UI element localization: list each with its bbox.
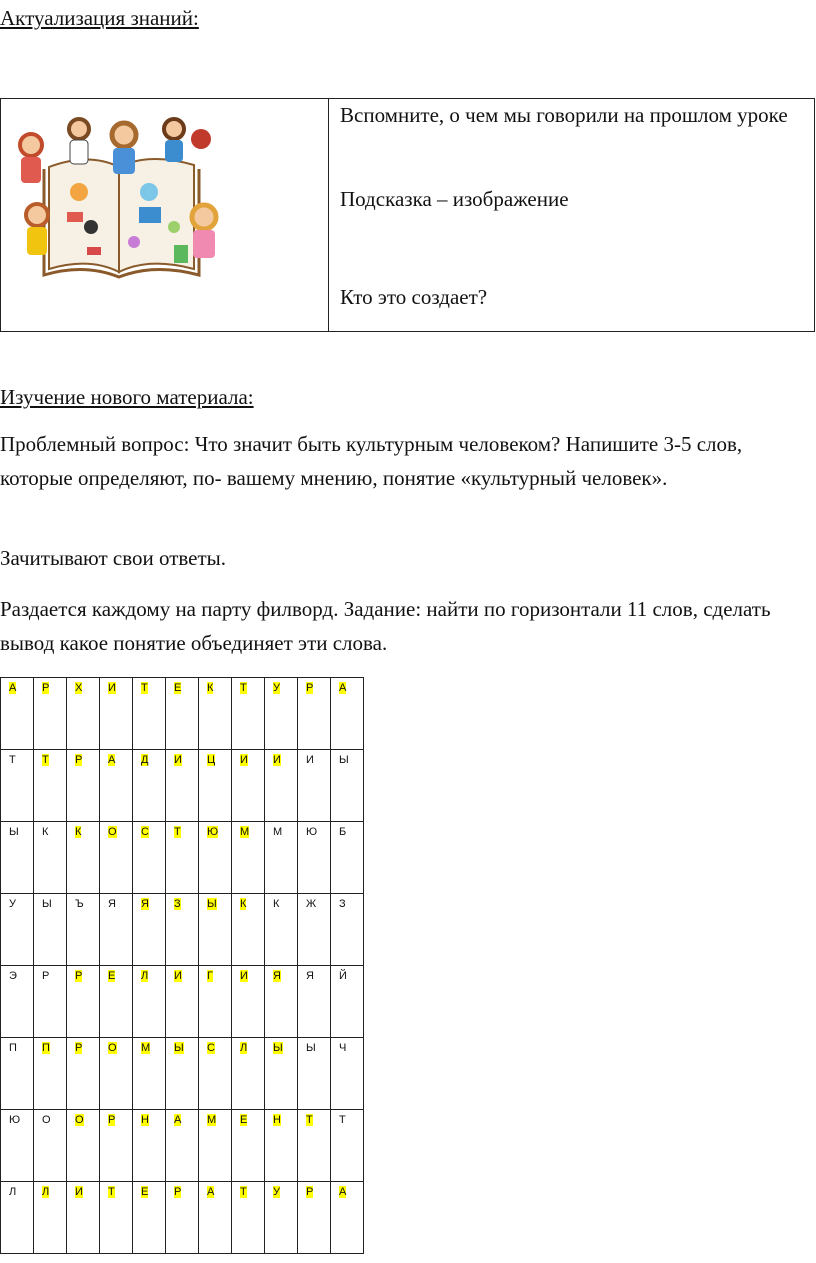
highlighted-letter: С: [141, 826, 149, 838]
grid-cell: [100, 1110, 133, 1182]
grid-cell: [1, 678, 34, 750]
grid-letter: Я: [306, 970, 314, 982]
highlighted-letter: И: [273, 754, 281, 766]
highlighted-letter: Р: [174, 1186, 182, 1198]
table-divider: [328, 99, 329, 331]
grid-row: [1, 750, 364, 822]
grid-letter: Т: [339, 1114, 346, 1126]
grid-letter: Ы: [339, 754, 349, 766]
highlighted-letter: Т: [174, 826, 181, 838]
grid-cell: [67, 1038, 100, 1110]
highlighted-letter: Т: [240, 1186, 247, 1198]
highlighted-letter: Л: [240, 1042, 248, 1054]
highlighted-letter: Л: [141, 970, 149, 982]
highlighted-letter: А: [207, 1186, 215, 1198]
grid-letter: М: [273, 826, 283, 838]
grid-row: [1, 678, 364, 750]
highlighted-letter: Ю: [207, 826, 219, 838]
grid-cell: [100, 1038, 133, 1110]
grid-letter: Ю: [9, 1114, 21, 1126]
grid-cell: [1, 966, 34, 1038]
grid-cell: [67, 678, 100, 750]
grid-cell: [298, 1110, 331, 1182]
highlighted-letter: А: [339, 1186, 347, 1198]
highlighted-letter: Ц: [207, 754, 216, 766]
highlighted-letter: О: [75, 1114, 84, 1126]
grid-cell: [1, 1110, 34, 1182]
grid-cell: [100, 894, 133, 966]
highlighted-letter: И: [174, 754, 182, 766]
children-book-illustration: [9, 107, 229, 287]
grid-cell: [100, 966, 133, 1038]
highlighted-letter: Ы: [174, 1042, 184, 1054]
highlighted-letter: П: [42, 1042, 50, 1054]
grid-cell: [133, 1182, 166, 1254]
grid-cell: [166, 750, 199, 822]
hint-text: Подсказка – изображение: [340, 187, 569, 211]
grid-letter: Б: [339, 826, 347, 838]
grid-letter: Ж: [306, 898, 317, 910]
grid-cell: [34, 1110, 67, 1182]
highlighted-letter: А: [339, 682, 347, 694]
grid-cell: [34, 1182, 67, 1254]
highlighted-letter: К: [207, 682, 214, 694]
grid-cell: [166, 966, 199, 1038]
highlighted-letter: К: [240, 898, 247, 910]
grid-cell: [265, 822, 298, 894]
grid-cell: [331, 822, 364, 894]
grid-letter: П: [9, 1042, 17, 1054]
highlighted-letter: И: [75, 1186, 83, 1198]
grid-letter: Э: [9, 970, 17, 982]
grid-letter: Ч: [339, 1042, 347, 1054]
grid-cell: [232, 750, 265, 822]
grid-cell: [133, 894, 166, 966]
highlighted-letter: Е: [240, 1114, 248, 1126]
grid-row: [1, 1038, 364, 1110]
grid-letter: З: [339, 898, 346, 910]
highlighted-letter: Т: [240, 682, 247, 694]
grid-letter: Ы: [9, 826, 19, 838]
highlighted-letter: З: [174, 898, 181, 910]
grid-cell: [166, 678, 199, 750]
grid-cell: [34, 966, 67, 1038]
grid-letter: К: [42, 826, 49, 838]
grid-letter: Л: [9, 1186, 17, 1198]
grid-cell: [166, 1110, 199, 1182]
grid-letter: О: [42, 1114, 51, 1126]
intro-table: [0, 98, 815, 332]
highlighted-letter: Н: [273, 1114, 281, 1126]
grid-cell: [265, 1182, 298, 1254]
highlighted-letter: И: [240, 970, 248, 982]
highlighted-letter: Н: [141, 1114, 149, 1126]
grid-letter: У: [9, 898, 16, 910]
grid-cell: [1, 750, 34, 822]
grid-cell: [67, 750, 100, 822]
grid-cell: [133, 678, 166, 750]
grid-cell: [232, 966, 265, 1038]
grid-cell: [232, 894, 265, 966]
grid-letter: Ы: [42, 898, 52, 910]
highlighted-letter: Д: [141, 754, 149, 766]
grid-cell: [298, 966, 331, 1038]
highlighted-letter: Т: [42, 754, 49, 766]
grid-cell: [1, 894, 34, 966]
grid-row: [1, 966, 364, 1038]
highlighted-letter: Х: [75, 682, 83, 694]
grid-cell: [1, 1038, 34, 1110]
grid-cell: [1, 822, 34, 894]
grid-cell: [232, 1110, 265, 1182]
grid-letter: Т: [9, 754, 16, 766]
highlighted-letter: Т: [108, 1186, 115, 1198]
grid-cell: [298, 894, 331, 966]
grid-row: [1, 894, 364, 966]
highlighted-letter: Т: [141, 682, 148, 694]
grid-cell: [34, 822, 67, 894]
highlighted-letter: Р: [42, 682, 50, 694]
grid-cell: [199, 894, 232, 966]
grid-cell: [100, 678, 133, 750]
grid-row: [1, 822, 364, 894]
highlighted-letter: Р: [306, 682, 314, 694]
grid-cell: [1, 1182, 34, 1254]
grid-cell: [199, 822, 232, 894]
grid-cell: [133, 966, 166, 1038]
highlighted-letter: Ы: [207, 898, 217, 910]
grid-letter: К: [273, 898, 280, 910]
grid-cell: [331, 1110, 364, 1182]
recall-prompt: Вспомните, о чем мы говорили на прошлом уроке: [340, 103, 788, 127]
grid-cell: [232, 822, 265, 894]
grid-letter: Й: [339, 970, 347, 982]
grid-cell: [100, 1182, 133, 1254]
grid-cell: [331, 894, 364, 966]
grid-cell: [34, 678, 67, 750]
highlighted-letter: Е: [141, 1186, 149, 1198]
grid-cell: [265, 1038, 298, 1110]
grid-letter: Р: [42, 970, 50, 982]
highlighted-letter: Я: [141, 898, 149, 910]
grid-cell: [34, 750, 67, 822]
highlighted-letter: Т: [306, 1114, 313, 1126]
grid-row: [1, 1182, 364, 1254]
grid-cell: [199, 1038, 232, 1110]
highlighted-letter: Е: [108, 970, 116, 982]
grid-cell: [100, 750, 133, 822]
grid-cell: [232, 1038, 265, 1110]
highlighted-letter: Р: [75, 754, 83, 766]
grid-cell: [166, 894, 199, 966]
grid-letter: Ъ: [75, 898, 84, 910]
grid-letter: И: [306, 754, 314, 766]
highlighted-letter: А: [174, 1114, 182, 1126]
grid-cell: [166, 822, 199, 894]
grid-cell: [331, 678, 364, 750]
grid-cell: [166, 1038, 199, 1110]
highlighted-letter: М: [207, 1114, 217, 1126]
grid-cell: [232, 678, 265, 750]
grid-cell: [298, 1182, 331, 1254]
grid-cell: [298, 678, 331, 750]
highlighted-letter: И: [174, 970, 182, 982]
highlighted-letter: Я: [273, 970, 281, 982]
highlighted-letter: А: [9, 682, 17, 694]
grid-letter: Ы: [306, 1042, 316, 1054]
grid-cell: [265, 894, 298, 966]
highlighted-letter: Е: [174, 682, 182, 694]
highlighted-letter: Р: [306, 1186, 314, 1198]
highlighted-letter: Р: [75, 970, 83, 982]
grid-row: [1, 1110, 364, 1182]
problem-question: Проблемный вопрос: Что значит быть культурным человеком? Напишите 3-5 слов, которые определяют, по- вашему мнению, понятие «культурный человек».: [0, 432, 743, 490]
grid-cell: [67, 1182, 100, 1254]
grid-letter: Я: [108, 898, 116, 910]
grid-cell: [265, 678, 298, 750]
grid-cell: [331, 1182, 364, 1254]
highlighted-letter: О: [108, 826, 117, 838]
read-answers-text: Зачитывают свои ответы.: [0, 546, 227, 570]
grid-cell: [67, 822, 100, 894]
grid-cell: [232, 1182, 265, 1254]
task-text: Раздается каждому на парту филворд. Задание: найти по горизонтали 11 слов, сделать вывод какое понятие объединяет эти слова.: [0, 597, 771, 655]
grid-cell: [199, 966, 232, 1038]
grid-cell: [199, 750, 232, 822]
grid-cell: [100, 822, 133, 894]
highlighted-letter: М: [240, 826, 250, 838]
grid-cell: [199, 678, 232, 750]
highlighted-letter: А: [108, 754, 116, 766]
highlighted-letter: Ы: [273, 1042, 283, 1054]
creator-question: Кто это создает?: [340, 285, 488, 309]
highlighted-letter: О: [108, 1042, 117, 1054]
grid-cell: [331, 750, 364, 822]
grid-cell: [265, 1110, 298, 1182]
highlighted-letter: У: [273, 1186, 280, 1198]
grid-cell: [67, 894, 100, 966]
grid-cell: [67, 1110, 100, 1182]
highlighted-letter: Р: [75, 1042, 83, 1054]
highlighted-letter: У: [273, 682, 280, 694]
grid-cell: [331, 1038, 364, 1110]
highlighted-letter: И: [240, 754, 248, 766]
grid-cell: [199, 1182, 232, 1254]
grid-cell: [331, 966, 364, 1038]
highlighted-letter: С: [207, 1042, 215, 1054]
highlighted-letter: М: [141, 1042, 151, 1054]
grid-cell: [34, 1038, 67, 1110]
grid-cell: [166, 1182, 199, 1254]
highlighted-letter: Л: [42, 1186, 50, 1198]
grid-cell: [133, 750, 166, 822]
fillword-grid: [0, 677, 364, 1254]
highlighted-letter: Г: [207, 970, 213, 982]
grid-cell: [67, 966, 100, 1038]
grid-cell: [133, 1110, 166, 1182]
grid-cell: [133, 822, 166, 894]
grid-cell: [298, 750, 331, 822]
grid-cell: [265, 966, 298, 1038]
grid-cell: [133, 1038, 166, 1110]
grid-cell: [298, 822, 331, 894]
highlighted-letter: К: [75, 826, 82, 838]
section-heading-actualization: Актуализация знаний:: [0, 6, 199, 30]
grid-cell: [298, 1038, 331, 1110]
section-heading-new-material: Изучение нового материала:: [0, 385, 254, 409]
highlighted-letter: И: [108, 682, 116, 694]
highlighted-letter: Р: [108, 1114, 116, 1126]
grid-cell: [199, 1110, 232, 1182]
grid-cell: [265, 750, 298, 822]
grid-letter: Ю: [306, 826, 318, 838]
grid-cell: [34, 894, 67, 966]
